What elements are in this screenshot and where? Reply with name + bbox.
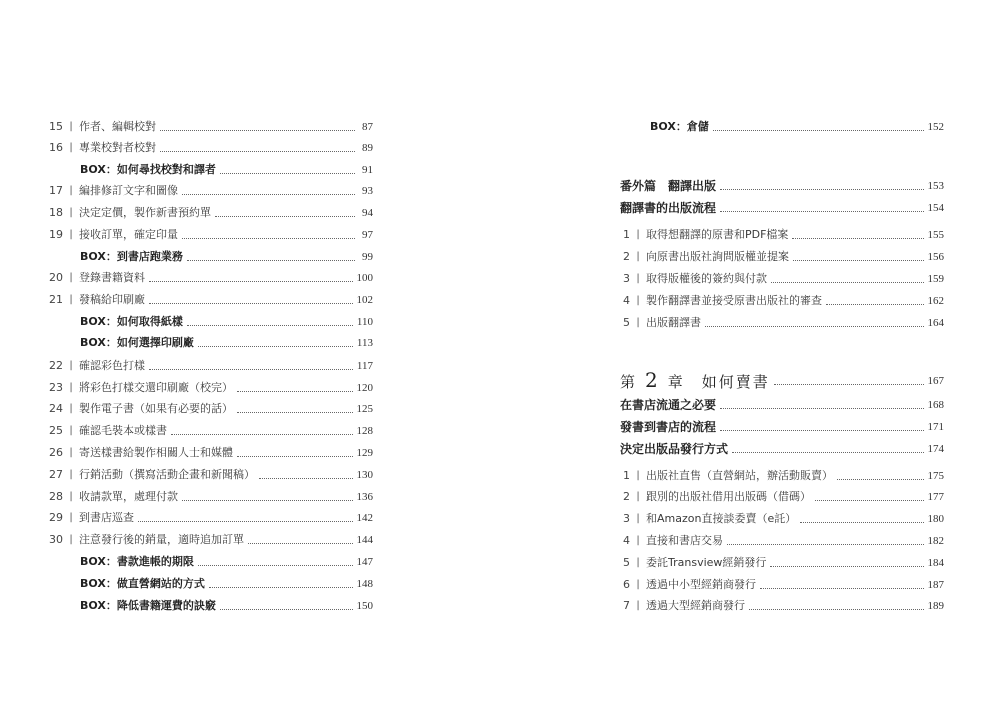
- separator-bar: |: [69, 360, 73, 371]
- toc-entry-item: [41, 531, 373, 549]
- entry-title: BOX：到書店跑業務: [80, 250, 183, 263]
- entry-number: 27: [49, 468, 63, 481]
- entry-number: 26: [49, 446, 63, 459]
- toc-entry-item: [41, 139, 373, 157]
- dot-leader: [187, 260, 355, 261]
- page-number: 187: [927, 579, 944, 591]
- entry-title: 出版社直售（直營網站，辦活動販賣）: [646, 469, 833, 482]
- toc-entry-box: [80, 597, 373, 615]
- dot-leader: [800, 522, 923, 523]
- separator-bar: |: [636, 491, 640, 502]
- separator-bar: |: [69, 185, 73, 196]
- toc-entry-item: [41, 269, 373, 287]
- entry-number: 5: [623, 556, 630, 569]
- toc-entry-item: [608, 314, 944, 332]
- entry-title: 將彩色打樣交還印刷廠（校完）: [79, 381, 233, 394]
- entry-title: 直接和書店交易: [646, 534, 723, 547]
- toc-entry-item: [608, 292, 944, 310]
- page-number: 150: [356, 600, 373, 612]
- toc-entry-box: [80, 161, 373, 179]
- separator-bar: |: [69, 142, 73, 153]
- entry-title: BOX：降低書籍運費的訣竅: [80, 599, 216, 612]
- entry-title: 翻譯書的出版流程: [620, 201, 717, 215]
- dot-leader: [259, 478, 353, 479]
- separator-bar: |: [69, 447, 73, 458]
- page-number: 148: [356, 578, 373, 590]
- dot-leader: [826, 304, 924, 305]
- dot-leader: [705, 326, 924, 327]
- toc-entry-box: [80, 575, 373, 593]
- toc-entry-heading: [620, 199, 944, 217]
- entry-number: 29: [49, 511, 63, 524]
- entry-number: 20: [49, 271, 63, 284]
- page-number: 164: [927, 317, 944, 329]
- dot-leader: [720, 211, 923, 212]
- entry-number: 30: [49, 533, 63, 546]
- entry-title: 接收訂單，確定印量: [79, 228, 178, 241]
- page-number: 136: [356, 491, 373, 503]
- page-number: 125: [356, 403, 373, 415]
- separator-bar: |: [69, 207, 73, 218]
- toc-entry-item: [608, 248, 944, 266]
- page-number: 167: [927, 375, 944, 387]
- page-number: 87: [362, 121, 373, 133]
- toc-entry-box: [650, 118, 944, 136]
- page-number: 89: [362, 142, 373, 154]
- dot-leader: [182, 194, 355, 195]
- toc-entry-heading: [620, 177, 944, 195]
- page-number: 117: [356, 360, 373, 372]
- separator-bar: |: [69, 512, 73, 523]
- entry-title: 發稿給印刷廠: [79, 293, 145, 306]
- dot-leader: [760, 588, 924, 589]
- page-number: 180: [927, 513, 944, 525]
- page-number: 175: [927, 470, 944, 482]
- toc-entry-item: [41, 444, 373, 462]
- entry-number: 1: [623, 228, 630, 241]
- entry-number: 3: [623, 272, 630, 285]
- dot-leader: [720, 430, 923, 431]
- separator-bar: |: [636, 295, 640, 306]
- separator-bar: |: [636, 600, 640, 611]
- dot-leader: [171, 434, 353, 435]
- entry-number: 18: [49, 206, 63, 219]
- page-number: 142: [356, 512, 373, 524]
- page-number: 154: [927, 202, 944, 214]
- dot-leader: [732, 452, 923, 453]
- chapter-title: 章 如何賣書: [667, 373, 770, 391]
- page-number: 155: [927, 229, 944, 241]
- dot-leader: [198, 346, 353, 347]
- entry-title: BOX：倉儲: [650, 120, 709, 133]
- entry-title: 到書店巡查: [79, 511, 134, 524]
- toc-entry-box: [80, 334, 373, 352]
- page-number: 159: [927, 273, 944, 285]
- dot-leader: [237, 456, 353, 457]
- entry-number: 19: [49, 228, 63, 241]
- entry-title: 確認彩色打樣: [79, 359, 145, 372]
- entry-title: BOX：如何尋找校對和譯者: [80, 163, 216, 176]
- separator-bar: |: [69, 294, 73, 305]
- page-number: 177: [927, 491, 944, 503]
- separator-bar: |: [636, 557, 640, 568]
- entry-number: 28: [49, 490, 63, 503]
- dot-leader: [160, 151, 355, 152]
- entry-number: 23: [49, 381, 63, 394]
- toc-entry-item: [41, 509, 373, 527]
- entry-title: 發書到書店的流程: [620, 420, 717, 434]
- separator-bar: |: [636, 579, 640, 590]
- entry-title: 決定出版品發行方式: [620, 442, 729, 456]
- entry-title: 製作翻譯書並接受原書出版社的審查: [646, 294, 822, 307]
- toc-entry-heading: [620, 396, 944, 414]
- toc-entry-chapter: [620, 368, 944, 392]
- entry-number: 25: [49, 424, 63, 437]
- separator-bar: |: [636, 317, 640, 328]
- dot-leader: [215, 216, 355, 217]
- entry-number: 2: [623, 490, 630, 503]
- toc-entry-item: [41, 204, 373, 222]
- dot-leader: [209, 587, 353, 588]
- toc-entry-item: [608, 510, 944, 528]
- dot-leader: [774, 384, 924, 385]
- toc-entry-item: [41, 379, 373, 397]
- page-number: 99: [362, 251, 373, 263]
- entry-title: 向原書出版社詢問版權並提案: [646, 250, 789, 263]
- separator-bar: |: [636, 229, 640, 240]
- separator-bar: |: [69, 469, 73, 480]
- entry-title: 注意發行後的銷量，適時追加訂單: [79, 533, 244, 546]
- entry-title: BOX：書款進帳的期限: [80, 555, 194, 568]
- toc-entry-box: [80, 248, 373, 266]
- entry-title: 委託Transview經銷發行: [646, 556, 767, 569]
- entry-title: [620, 368, 770, 392]
- page-number: 102: [356, 294, 373, 306]
- dot-leader: [720, 408, 923, 409]
- chapter-number: 2: [645, 368, 660, 392]
- dot-leader: [815, 500, 924, 501]
- separator-bar: |: [69, 491, 73, 502]
- toc-entry-item: [41, 182, 373, 200]
- separator-bar: |: [69, 403, 73, 414]
- dot-leader: [727, 544, 924, 545]
- page-number: 97: [362, 229, 373, 241]
- dot-leader: [713, 130, 924, 131]
- toc-entry-item: [608, 467, 944, 485]
- entry-title: 行銷活動（撰寫活動企畫和新聞稿）: [79, 468, 255, 481]
- dot-leader: [149, 281, 353, 282]
- entry-title: 登錄書籍資料: [79, 271, 145, 284]
- page-number: 171: [927, 421, 944, 433]
- entry-title: 在書店流通之必要: [620, 398, 717, 412]
- entry-number: 16: [49, 141, 63, 154]
- entry-title: 作者、編輯校對: [79, 120, 156, 133]
- page-number: 153: [927, 180, 944, 192]
- entry-title: 番外篇 翻譯出版: [620, 179, 717, 193]
- dot-leader: [182, 500, 353, 501]
- page-number: 147: [356, 556, 373, 568]
- page-number: 113: [356, 337, 373, 349]
- entry-number: 6: [623, 578, 630, 591]
- toc-entry-item: [41, 357, 373, 375]
- toc-entry-heading: [620, 418, 944, 436]
- page-number: 130: [356, 469, 373, 481]
- toc-entry-heading: [620, 440, 944, 458]
- dot-leader: [138, 521, 353, 522]
- dot-leader: [220, 609, 353, 610]
- entry-title: 確認毛裝本或樣書: [79, 424, 167, 437]
- entry-title: 和Amazon直接談委賣（e託）: [646, 512, 797, 525]
- page-number: 94: [362, 207, 373, 219]
- page-number: 120: [356, 382, 373, 394]
- page-number: 144: [356, 534, 373, 546]
- toc-entry-item: [41, 118, 373, 136]
- toc-entry-item: [41, 422, 373, 440]
- dot-leader: [220, 173, 355, 174]
- entry-title: 專業校對者校對: [79, 141, 156, 154]
- page-number: 100: [356, 272, 373, 284]
- dot-leader: [198, 565, 353, 566]
- toc-entry-box: [80, 553, 373, 571]
- separator-bar: |: [69, 121, 73, 132]
- toc-entry-item: [41, 488, 373, 506]
- entry-title: 跟別的出版社借用出版碼（借碼）: [646, 490, 811, 503]
- toc-entry-item: [41, 291, 373, 309]
- dot-leader: [792, 238, 923, 239]
- dot-leader: [837, 479, 924, 480]
- entry-title: 透過大型經銷商發行: [646, 599, 745, 612]
- separator-bar: |: [69, 229, 73, 240]
- separator-bar: |: [636, 535, 640, 546]
- toc-entry-item: [608, 554, 944, 572]
- dot-leader: [720, 189, 923, 190]
- separator-bar: |: [636, 470, 640, 481]
- page-number: 174: [927, 443, 944, 455]
- entry-number: 15: [49, 120, 63, 133]
- entry-title: BOX：做直營網站的方式: [80, 577, 205, 590]
- entry-number: 7: [623, 599, 630, 612]
- toc-entry-item: [608, 576, 944, 594]
- dot-leader: [149, 303, 353, 304]
- entry-title: 製作電子書（如果有必要的話）: [79, 402, 233, 415]
- page-number: 182: [927, 535, 944, 547]
- toc-entry-item: [608, 532, 944, 550]
- toc-entry-item: [41, 400, 373, 418]
- entry-number: 5: [623, 316, 630, 329]
- dot-leader: [160, 130, 355, 131]
- separator-bar: |: [69, 382, 73, 393]
- page-number: 152: [927, 121, 944, 133]
- dot-leader: [248, 543, 353, 544]
- entry-number: 4: [623, 294, 630, 307]
- page-number: 93: [362, 185, 373, 197]
- entry-number: 17: [49, 184, 63, 197]
- dot-leader: [770, 566, 923, 567]
- separator-bar: |: [636, 273, 640, 284]
- entry-number: 24: [49, 402, 63, 415]
- page-number: 156: [927, 251, 944, 263]
- entry-title: BOX：如何選擇印刷廠: [80, 336, 194, 349]
- entry-number: 1: [623, 469, 630, 482]
- toc-entry-item: [608, 226, 944, 244]
- entry-title: 取得想翻譯的原書和PDF檔案: [646, 228, 789, 241]
- separator-bar: |: [69, 272, 73, 283]
- dot-leader: [771, 282, 924, 283]
- dot-leader: [749, 609, 924, 610]
- page-number: 168: [927, 399, 944, 411]
- entry-title: 編排修訂文字和圖像: [79, 184, 178, 197]
- toc-entry-item: [608, 488, 944, 506]
- page-number: 91: [362, 164, 373, 176]
- dot-leader: [793, 260, 924, 261]
- toc-entry-item: [41, 226, 373, 244]
- separator-bar: |: [69, 425, 73, 436]
- entry-title: 決定定價，製作新書預約單: [79, 206, 211, 219]
- separator-bar: |: [69, 534, 73, 545]
- toc-entry-box: [80, 313, 373, 331]
- entry-title: 透過中小型經銷商發行: [646, 578, 756, 591]
- page-number: 162: [927, 295, 944, 307]
- dot-leader: [187, 325, 353, 326]
- separator-bar: |: [636, 513, 640, 524]
- entry-number: 3: [623, 512, 630, 525]
- entry-title: 寄送樣書給製作相關人士和媒體: [79, 446, 233, 459]
- page-number: 129: [356, 447, 373, 459]
- toc-entry-item: [608, 270, 944, 288]
- entry-number: 2: [623, 250, 630, 263]
- separator-bar: |: [636, 251, 640, 262]
- dot-leader: [149, 369, 353, 370]
- toc-entry-item: [608, 597, 944, 615]
- page-number: 184: [927, 557, 944, 569]
- toc-entry-item: [41, 466, 373, 484]
- page-number: 110: [356, 316, 373, 328]
- dot-leader: [237, 391, 353, 392]
- entry-title: BOX：如何取得紙樣: [80, 315, 183, 328]
- page-number: 128: [356, 425, 373, 437]
- entry-title: 出版翻譯書: [646, 316, 701, 329]
- toc-page-right: [500, 0, 1000, 709]
- entry-number: 22: [49, 359, 63, 372]
- entry-title: 取得版權後的簽約與付款: [646, 272, 767, 285]
- page-number: 189: [927, 600, 944, 612]
- entry-number: 4: [623, 534, 630, 547]
- entry-number: 21: [49, 293, 63, 306]
- chapter-prefix: 第: [620, 373, 638, 391]
- dot-leader: [182, 238, 355, 239]
- entry-title: 收請款單，處理付款: [79, 490, 178, 503]
- dot-leader: [237, 412, 353, 413]
